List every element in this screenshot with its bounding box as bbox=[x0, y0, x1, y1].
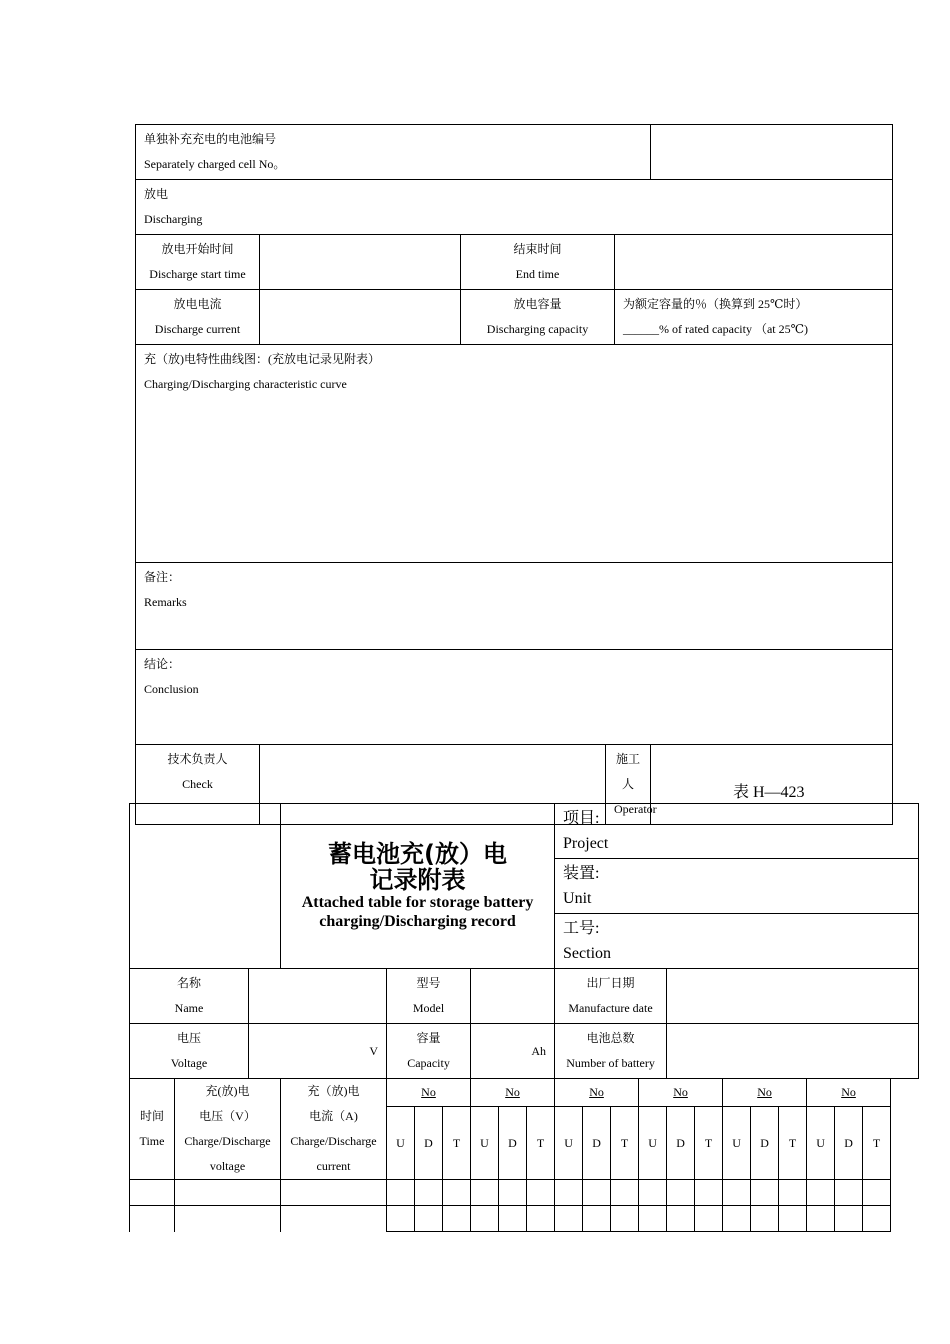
title-en-2: charging/Discharging record bbox=[319, 913, 516, 930]
voltage-label: 电压 Voltage bbox=[130, 1024, 249, 1079]
sub-d: D bbox=[751, 1107, 779, 1180]
cell-no-header: No bbox=[639, 1079, 723, 1107]
data-cell[interactable] bbox=[695, 1206, 723, 1232]
data-cell[interactable] bbox=[751, 1180, 779, 1206]
data-cell[interactable] bbox=[527, 1206, 555, 1232]
data-cell[interactable] bbox=[175, 1206, 281, 1232]
section-field[interactable]: 工号: Section bbox=[555, 914, 919, 969]
title-zh-2: 记录附表 bbox=[369, 866, 466, 894]
data-cell[interactable] bbox=[130, 1206, 175, 1232]
data-cell[interactable] bbox=[611, 1180, 639, 1206]
form-number: 表 H—423 bbox=[733, 784, 805, 801]
data-cell[interactable] bbox=[555, 1206, 583, 1232]
cell-no-header: No bbox=[555, 1079, 639, 1107]
data-cell[interactable] bbox=[863, 1180, 891, 1206]
title-zh-1: 蓄电池充(放）电 bbox=[328, 840, 507, 868]
sub-d: D bbox=[415, 1107, 443, 1180]
discharge-start-value[interactable] bbox=[260, 235, 461, 290]
cell-no-header: No bbox=[807, 1079, 891, 1107]
data-cell[interactable] bbox=[527, 1180, 555, 1206]
end-time-label: 结束时间 End time bbox=[461, 235, 615, 290]
voltage-unit: V bbox=[369, 1043, 379, 1058]
rated-en-label: % of rated capacity （at 25℃) bbox=[659, 322, 809, 336]
time-header: 时间 Time bbox=[130, 1079, 175, 1180]
cell-record-table bbox=[135, 124, 893, 825]
unit-field[interactable]: 装置: Unit bbox=[555, 859, 919, 914]
sub-t: T bbox=[695, 1107, 723, 1180]
name-label: 名称 Name bbox=[130, 969, 249, 1024]
data-cell[interactable] bbox=[639, 1206, 667, 1232]
sub-d: D bbox=[667, 1107, 695, 1180]
battery-count-label: 电池总数 Number of battery bbox=[555, 1024, 667, 1079]
data-cell[interactable] bbox=[443, 1180, 471, 1206]
data-cell[interactable] bbox=[471, 1206, 499, 1232]
model-label: 型号 Model bbox=[387, 969, 471, 1024]
sub-t: T bbox=[779, 1107, 807, 1180]
data-cell[interactable] bbox=[281, 1180, 387, 1206]
manufacture-date-value[interactable] bbox=[667, 969, 919, 1024]
remarks-area[interactable]: 备注： Remarks bbox=[136, 563, 893, 650]
data-cell[interactable] bbox=[415, 1180, 443, 1206]
check-label: 技术负责人 Check bbox=[136, 745, 260, 825]
battery-count-value[interactable] bbox=[667, 1024, 919, 1079]
sub-t: T bbox=[611, 1107, 639, 1180]
table-row bbox=[130, 1206, 919, 1232]
data-cell[interactable] bbox=[723, 1206, 751, 1232]
sub-d: D bbox=[583, 1107, 611, 1180]
record-title bbox=[281, 804, 555, 969]
model-value[interactable] bbox=[471, 969, 555, 1024]
sub-d: D bbox=[835, 1107, 863, 1180]
data-cell[interactable] bbox=[835, 1180, 863, 1206]
data-cell[interactable] bbox=[175, 1180, 281, 1206]
sub-t: T bbox=[527, 1107, 555, 1180]
cell-no-header: No bbox=[471, 1079, 555, 1107]
title-en-1: Attached table for storage battery bbox=[301, 894, 534, 911]
sub-u: U bbox=[639, 1107, 667, 1180]
attached-record-table bbox=[129, 803, 919, 1232]
cell-no-header: No bbox=[387, 1079, 471, 1107]
data-cell[interactable] bbox=[387, 1180, 415, 1206]
discharging-capacity-label: 放电容量 Discharging capacity bbox=[461, 290, 615, 345]
data-cell[interactable] bbox=[695, 1180, 723, 1206]
data-cell[interactable] bbox=[583, 1206, 611, 1232]
discharge-start-label: 放电开始时间 Discharge start time bbox=[136, 235, 260, 290]
project-field[interactable]: 项目: Project bbox=[555, 804, 919, 859]
data-cell[interactable] bbox=[499, 1206, 527, 1232]
rated-capacity-cell[interactable]: 为额定容量的％（换算到 25℃时） ______% of rated capacity （at 25℃) bbox=[615, 290, 893, 345]
data-cell[interactable] bbox=[555, 1180, 583, 1206]
data-cell[interactable] bbox=[499, 1180, 527, 1206]
manufacture-date-label: 出厂日期 Manufacture date bbox=[555, 969, 667, 1024]
data-cell[interactable] bbox=[667, 1180, 695, 1206]
sub-u: U bbox=[723, 1107, 751, 1180]
cell-no-value[interactable] bbox=[651, 125, 893, 180]
sub-t: T bbox=[443, 1107, 471, 1180]
data-cell[interactable] bbox=[779, 1206, 807, 1232]
data-cell[interactable] bbox=[751, 1206, 779, 1232]
data-cell[interactable] bbox=[130, 1180, 175, 1206]
discharge-current-label: 放电电流 Discharge current bbox=[136, 290, 260, 345]
sub-u: U bbox=[555, 1107, 583, 1180]
data-cell[interactable] bbox=[639, 1180, 667, 1206]
data-cell[interactable] bbox=[415, 1206, 443, 1232]
data-cell[interactable] bbox=[443, 1206, 471, 1232]
current-header: 充（放)电 电流（A) Charge/Discharge current bbox=[281, 1079, 387, 1180]
voltage-value[interactable] bbox=[249, 1024, 387, 1079]
voltage-header: 充(放)电 电压（V） Charge/Discharge voltage bbox=[175, 1079, 281, 1180]
cell-no-header: No bbox=[723, 1079, 807, 1107]
data-cell[interactable] bbox=[863, 1206, 891, 1232]
cell-no-label: 单独补充充电的电池编号 Separately charged cell No。 bbox=[136, 125, 651, 180]
capacity-unit: Ah bbox=[531, 1043, 547, 1058]
data-cell[interactable] bbox=[583, 1180, 611, 1206]
capacity-label: 容量 Capacity bbox=[387, 1024, 471, 1079]
sub-t: T bbox=[863, 1107, 891, 1180]
data-cell[interactable] bbox=[723, 1180, 751, 1206]
end-time-value[interactable] bbox=[615, 235, 893, 290]
sub-u: U bbox=[471, 1107, 499, 1180]
discharging-header: 放电 Discharging bbox=[136, 180, 893, 235]
table-row bbox=[130, 1180, 919, 1206]
sub-d: D bbox=[499, 1107, 527, 1180]
data-cell[interactable] bbox=[807, 1206, 835, 1232]
data-cell[interactable] bbox=[281, 1206, 387, 1232]
conclusion-area[interactable]: 结论： Conclusion bbox=[136, 650, 893, 745]
data-cell[interactable] bbox=[779, 1180, 807, 1206]
logo-area bbox=[130, 804, 281, 969]
data-cell[interactable] bbox=[387, 1206, 415, 1232]
data-cell[interactable] bbox=[835, 1206, 863, 1232]
name-value[interactable] bbox=[249, 969, 387, 1024]
operator-label: 施工人 Operator bbox=[606, 745, 651, 825]
sub-u: U bbox=[387, 1107, 415, 1180]
data-cell[interactable] bbox=[611, 1206, 639, 1232]
data-cell[interactable] bbox=[471, 1180, 499, 1206]
data-cell[interactable] bbox=[667, 1206, 695, 1232]
discharge-current-value[interactable] bbox=[260, 290, 461, 345]
data-cell[interactable] bbox=[807, 1180, 835, 1206]
sub-u: U bbox=[807, 1107, 835, 1180]
characteristic-curve-area[interactable]: 充（放)电特性曲线图：(充放电记录见附表） Charging/Discharging characteristic curve bbox=[136, 345, 893, 563]
capacity-value[interactable] bbox=[471, 1024, 555, 1079]
rated-blank: ______ bbox=[623, 322, 659, 336]
